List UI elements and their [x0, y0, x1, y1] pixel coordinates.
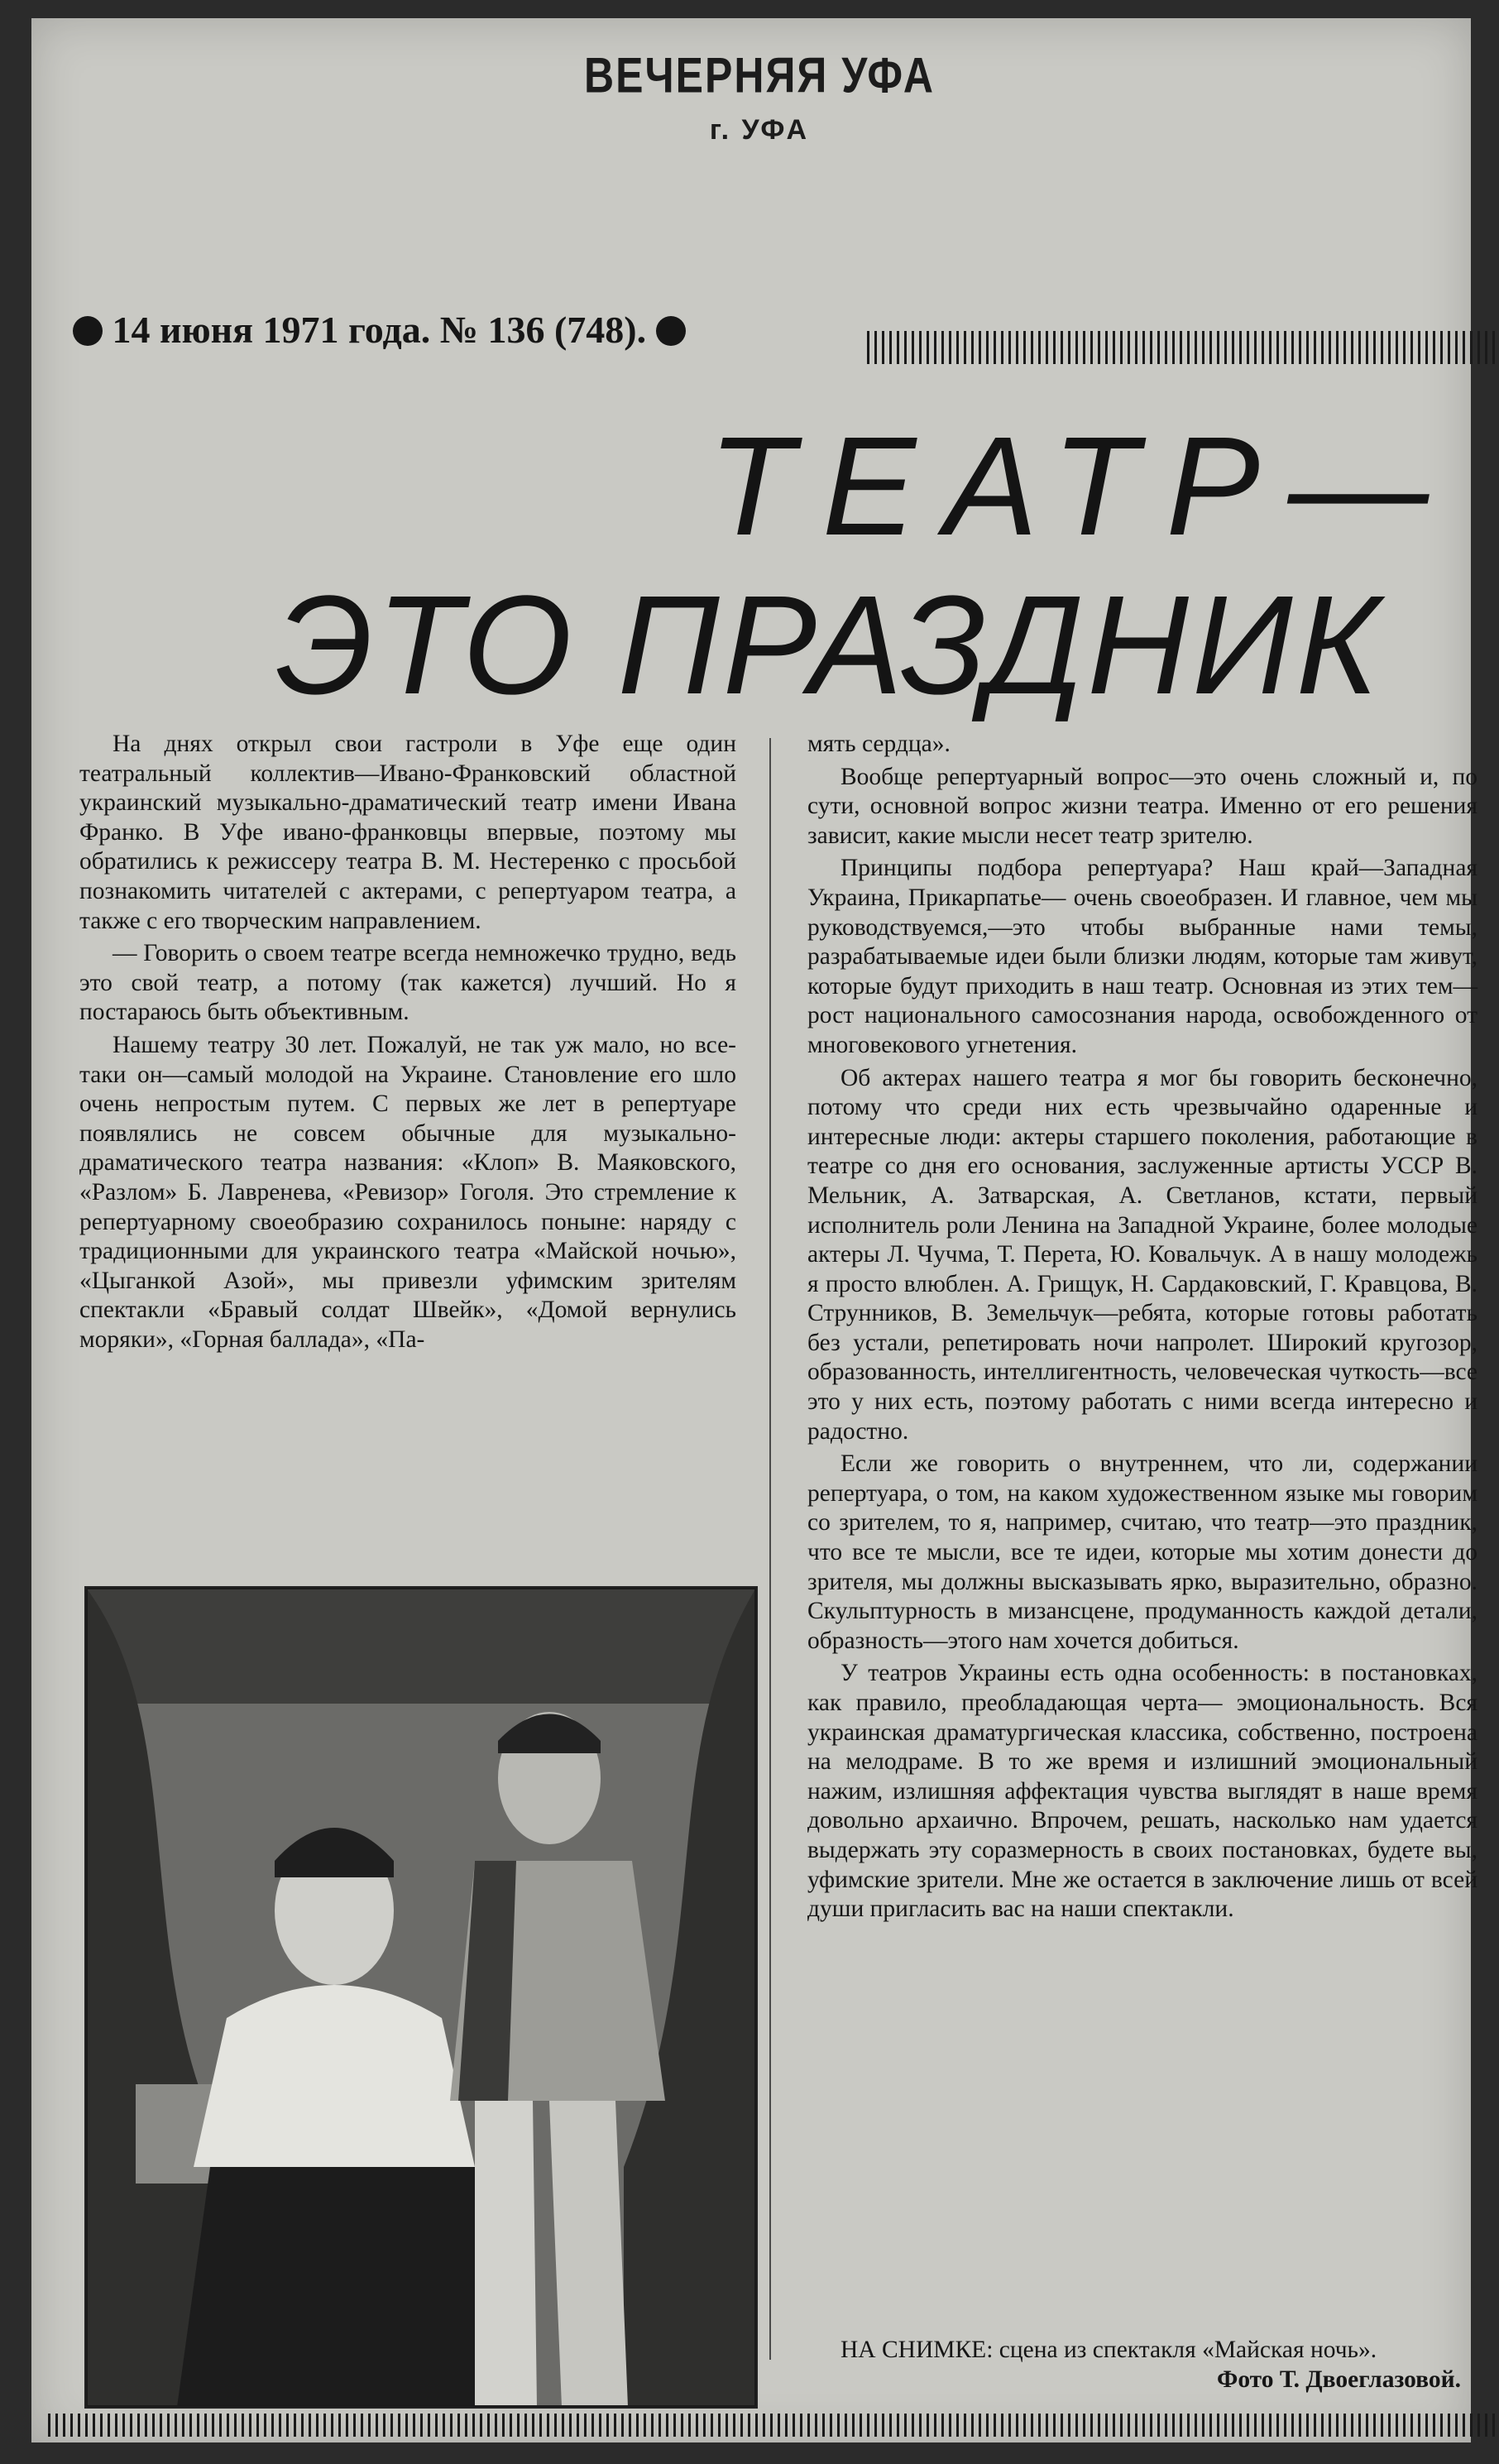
- stage-photo: [84, 1586, 758, 2409]
- bullet-icon: [73, 316, 103, 346]
- paragraph: У театров Украины есть одна особенность: в постановках, как правило, преобладающая черта— эмоциональность. Вся украинская драматургическая классика, собственно, построена на мелодраме. В то же время и излишний эмоциональный нажим, излишняя аффектация чувства выглядят в наше время довольно архаично. Впрочем, решать, насколько нам удается выдержать эту соразмерность в своих постановках, будете вы, уфимские зрители. Мне же остается в заключение лишь от всей души пригласить вас на наши спектакли.: [807, 1660, 1477, 1923]
- bullet-icon: [656, 316, 686, 346]
- paragraph: Вообще репертуарный вопрос—это очень сложный и, по сути, основной вопрос жизни театра. Именно от его решения зависит, какие мысли несет театр зрителю.: [807, 763, 1477, 849]
- paragraph: — Говорить о своем театре всегда немножечко трудно, ведь это свой театр, а потому (так кажется) лучший. Но я постараюсь быть объективным.: [79, 940, 736, 1026]
- paragraph: мять сердца».: [807, 731, 951, 757]
- newspaper-clipping: [31, 18, 1477, 2442]
- photo-caption: [807, 2335, 1477, 2393]
- newspaper-name: ВЕЧЕРНЯЯ УФА: [584, 47, 935, 103]
- masthead: [544, 47, 975, 146]
- caption-text: НА СНИМКЕ: сцена из спектакля «Майская ночь».: [840, 2337, 1377, 2363]
- paragraph: Нашему театру 30 лет. Пожалуй, не так уж мало, но все-таки он—самый молодой на Украине. Становление его шло очень непростым путем. С первых же лет в репертуаре появлялись не совсем обычные для музыкально-драматического театра названия: «Клоп» В. Маяковского, «Разлом» Б. Лавренева, «Ревизор» Гоголя. Это стремление к репертуарному своеобразию сохранилось поныне: наряду с традиционными для украинского театра «Майской ночью», «Цыганкой Азой», мы привезли уфимским зрителям спектакли «Бравый солдат Швейк», «Домой вернулись моряки», «Горная баллада», «Па-: [79, 1031, 736, 1353]
- headline-line-1: ТЕАТР—: [708, 408, 1457, 565]
- stage-photo-illustration: [86, 1588, 756, 2407]
- dateline: [73, 308, 686, 352]
- photo-credit: Фото Т. Двоеглазовой.: [1216, 2366, 1461, 2393]
- paragraph: Принципы подбора репертуара? Наш край—Западная Украина, Прикарпатье— очень своеобразен. И главное, чем мы руководствуемся,—это чтобы выбранные нами темы, разрабатываемые идеи были близки людям, которые там живут, которые будут приходить в наш театр. Основная из этих тем—рост национального самосознания народа, освобожденного от многовекового угнетения.: [807, 855, 1477, 1058]
- dateline-text: 14 июня 1971 года. № 136 (748).: [112, 309, 647, 351]
- article-right-column: [807, 730, 1477, 1928]
- paragraph: На днях открыл свои гастроли в Уфе еще один театральный коллектив—Ивано-Франковский областной украинский музыкально-драматический театр имени Ивана Франко. В Уфе ивано-франковцы впервые, поэтому мы обратились к режиссеру театра В. М. Нестеренко с просьбой познакомить читателей с актерами, с репертуаром театра, а также с его творческим направлением.: [79, 731, 736, 934]
- article-left-column: [79, 730, 736, 1358]
- paragraph: Если же говорить о внутреннем, что ли, содержании репертуара, о том, на каком художественном языке мы говорим со зрителем, то я, например, считаю, что театр—это праздник, что все те мысли, все те идеи, которые мы хотим донести до зрителя, мы должны высказывать ярко, выразительно, образно. Скульптурность в мизансцене, продуманность каждой детали, образность—этого нам хочется добиться.: [807, 1450, 1477, 1654]
- newspaper-city: г. УФА: [709, 114, 810, 146]
- paragraph: Об актерах нашего театра я мог бы говорить бесконечно, потому что среди них есть чрезвычайно одаренные и интересные люди: актеры старшего поколения, работающие в театре со дня его основания, заслуженные артисты УССР В. Мельник, А. Затварская, А. Светланов, кстати, первый исполнитель роли Ленина на Западной Украине, более молодые актеры Л. Чучма, Т. Перета, Ю. Ковальчук. А в нашу молодежь я просто влюблен. А. Грищук, Н. Сардаковский, Г. Кравцова, В. Струнников, В. Земельчук—ребята, которые готовы работать без устали, репетировать ночи напролет. Широкий кругозор, образованность, интеллигентность, человеческая чуткость—все это у них есть, поэтому работать с ними всегда интересно и радостно.: [807, 1064, 1477, 1445]
- decorative-rule: [48, 2414, 1497, 2437]
- headline-line-2: ЭТО ПРАЗДНИК: [275, 567, 1382, 724]
- column-divider: [769, 738, 771, 2360]
- decorative-rule: [867, 331, 1499, 364]
